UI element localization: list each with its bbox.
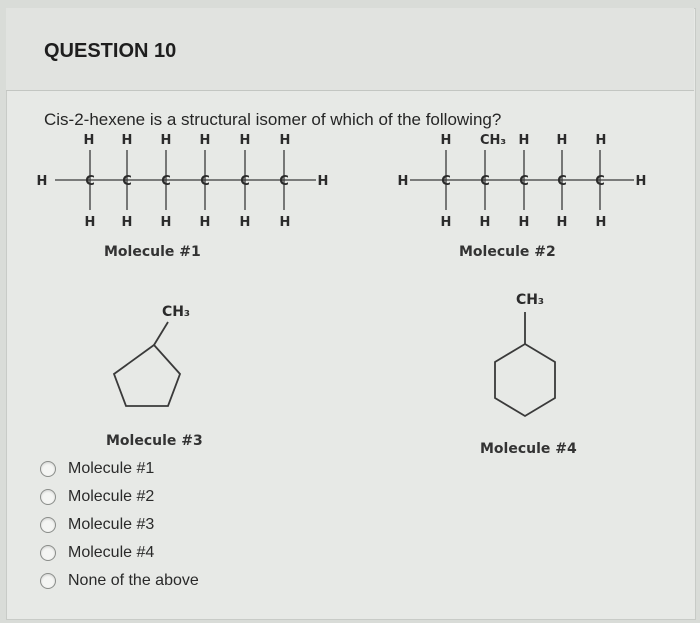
atom-label: H <box>479 215 491 230</box>
answer-option[interactable] <box>40 539 199 567</box>
answer-option[interactable] <box>40 567 199 595</box>
atom-label: C <box>595 174 605 189</box>
atom-label: C <box>161 174 171 189</box>
atom-label: H <box>595 133 607 148</box>
answer-option[interactable] <box>40 455 199 483</box>
molecule-3-label: Molecule #3 <box>106 433 203 449</box>
atom-label: H <box>556 133 568 148</box>
cyclopentane-ring <box>114 345 180 406</box>
molecule-2-label: Molecule #2 <box>459 244 556 260</box>
atom-label: H <box>199 133 211 148</box>
atom-label: C <box>85 174 95 189</box>
molecule-1-atoms <box>37 133 329 230</box>
atom-label: H <box>397 174 409 189</box>
atom-label: H <box>440 215 452 230</box>
answer-option-label[interactable]: Molecule #2 <box>68 488 155 505</box>
radio-button[interactable] <box>40 573 56 589</box>
radio-button[interactable] <box>40 489 56 505</box>
atom-label: C <box>480 174 490 189</box>
atom-label: H <box>440 133 452 148</box>
atom-label: C <box>200 174 210 189</box>
atom-label: CH₃ <box>479 133 507 148</box>
atom-label: H <box>518 133 530 148</box>
atom-label: H <box>121 133 133 148</box>
cyclohexane-ring <box>495 344 555 416</box>
atom-label: H <box>317 174 329 189</box>
atom-label: H <box>121 215 133 230</box>
question-title: QUESTION 10 <box>44 40 177 62</box>
atom-label: H <box>199 215 211 230</box>
answer-option-label[interactable]: Molecule #3 <box>68 516 155 533</box>
molecule-2-atoms <box>398 133 647 230</box>
answer-option[interactable] <box>40 511 199 539</box>
atom-label: H <box>160 133 172 148</box>
molecule-1-label: Molecule #1 <box>104 244 201 260</box>
atom-label: H <box>518 215 530 230</box>
atom-label: H <box>239 215 251 230</box>
answer-options <box>40 455 199 595</box>
answer-option-label[interactable]: None of the above <box>68 572 199 589</box>
atom-label: H <box>556 215 568 230</box>
atom-label: H <box>279 133 291 148</box>
radio-button[interactable] <box>40 545 56 561</box>
molecule-4-label: Molecule #4 <box>480 441 577 457</box>
atom-label: H <box>36 174 48 189</box>
answer-option-label[interactable]: Molecule #4 <box>68 544 155 561</box>
radio-button[interactable] <box>40 517 56 533</box>
answer-option[interactable] <box>40 483 199 511</box>
atom-label: H <box>635 174 647 189</box>
atom-label: H <box>83 133 95 148</box>
atom-label: C <box>240 174 250 189</box>
molecule-3-structure <box>114 304 190 406</box>
substituent-label: CH₃ <box>515 292 545 308</box>
atom-label: C <box>279 174 289 189</box>
substituent-label: CH₃ <box>161 304 191 320</box>
atom-label: H <box>160 215 172 230</box>
atom-label: H <box>84 215 96 230</box>
answer-option-label[interactable]: Molecule #1 <box>68 460 155 477</box>
atom-label: C <box>557 174 567 189</box>
molecule-4-structure <box>495 292 555 416</box>
atom-label: H <box>595 215 607 230</box>
atom-label: H <box>239 133 251 148</box>
atom-label: H <box>279 215 291 230</box>
radio-button[interactable] <box>40 461 56 477</box>
atom-label: C <box>441 174 451 189</box>
question-prompt: Cis-2-hexene is a structural isomer of which of the following? <box>44 110 502 129</box>
atom-label: C <box>122 174 132 189</box>
atom-label: C <box>519 174 529 189</box>
